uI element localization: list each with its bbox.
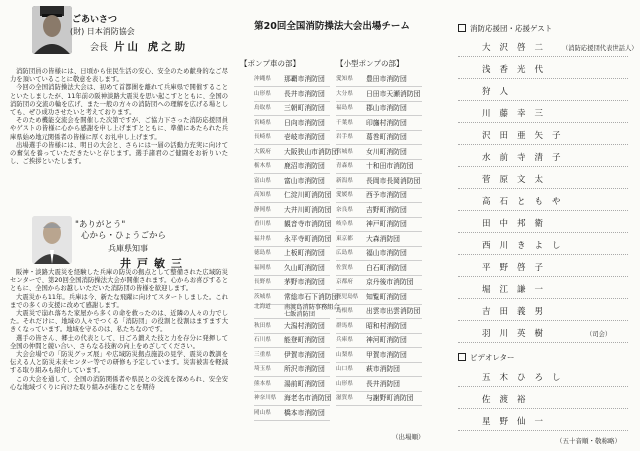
right-order-note: （五十音順・敬称略） — [556, 437, 621, 445]
governor-paragraph: 阪神・淡路大震災を経験した兵庫の防災の拠点として整備された広域防災センターで、第20回全国消防操法大会が開催されます。心からお喜びするとともに、全国からお越しいただいた消防団の皆様を歓迎します。 — [10, 269, 228, 293]
prefecture-label: 京都府 — [336, 279, 353, 285]
guest-row — [458, 324, 628, 343]
guest-name: 大沢啓二 — [482, 43, 553, 53]
guest-row — [458, 258, 628, 277]
slogan-line: "ありがとう" — [75, 220, 126, 230]
prefecture-label: 青森県 — [336, 163, 353, 169]
video-guest-row — [458, 368, 628, 387]
prefecture-label: 愛媛県 — [336, 192, 353, 198]
team-name: 郡山市消防団 — [366, 104, 407, 112]
team-name: 鹿沼市消防団 — [284, 162, 325, 170]
team-row — [254, 406, 330, 421]
prefecture-label: 秋田県 — [254, 322, 271, 329]
prefecture-label: 栃木県 — [254, 163, 271, 169]
prefecture-label: 新潟県 — [336, 177, 353, 184]
team-row — [254, 203, 330, 218]
center-order-note: （出場順） — [392, 433, 425, 441]
prefecture-label: 山口県 — [336, 366, 353, 372]
team-row — [254, 87, 330, 102]
team-name: 出雲市出雲消防団 — [366, 307, 421, 315]
pump-car-list — [254, 72, 340, 420]
team-name: 萩市消防団 — [366, 365, 400, 373]
guest-row — [458, 192, 628, 211]
team-name: 観音寺市消防団 — [284, 220, 332, 228]
support-heading — [458, 23, 552, 34]
team-name: 能登町消防団 — [284, 336, 325, 344]
teams-title: 第20回全国消防操法大会出場チーム — [254, 21, 410, 32]
team-row — [336, 391, 422, 406]
team-row — [254, 217, 330, 232]
prefecture-label: 大阪府 — [254, 148, 271, 155]
team-row — [254, 116, 330, 131]
governor-name: 井戸敏三 — [120, 257, 188, 270]
guest-name: 浅香光代 — [482, 65, 553, 75]
team-row — [254, 348, 330, 363]
team-row — [336, 159, 422, 174]
team-name: 伊賀市消防団 — [284, 350, 325, 359]
governor-paragraph: 大震災で崩れ落ちた家屋から多くの命を救ったのは、近隣の人々の力でした。それだけに、地域の人々でつくる「消防団」の役割と役割はますます大きくなっています。地域を守るのは、私たちなのです。 — [10, 310, 228, 334]
prefecture-label: 奈良県 — [336, 206, 353, 213]
team-name: 知覧町消防団 — [366, 292, 407, 301]
governor-paragraph: 選手の皆さん、郷土の代表として、日ごろ鍛えた技と力を存分に発揮して全国の仲間と競い合い、さらなる技術の向上をめざしてください。 — [10, 334, 228, 350]
guest-name: 狩人 — [482, 87, 518, 97]
team-name: 上板町消防団 — [284, 249, 325, 257]
team-row — [336, 275, 422, 290]
team-row — [254, 232, 330, 247]
prefecture-label: 広島県 — [336, 250, 353, 256]
guest-note: （消防応援団代表世話人） — [562, 45, 638, 52]
guest-row — [458, 60, 628, 79]
team-row — [336, 217, 422, 232]
prefecture-label: 佐賀県 — [336, 264, 353, 271]
greeting-body — [10, 68, 228, 166]
guest-name: 高石ともや — [482, 197, 570, 207]
team-row — [254, 130, 330, 145]
team-name: 神戸町消防団 — [366, 220, 407, 228]
prefecture-label: 群馬県 — [336, 322, 353, 329]
pump-car-heading: 【ポンプ車の部】 — [240, 59, 300, 68]
prefecture-label: 山形県 — [254, 90, 271, 97]
prefecture-label: 岩手県 — [336, 134, 353, 140]
prefecture-label: 島根県 — [336, 308, 353, 314]
team-name: 橋本市消防団 — [284, 408, 325, 417]
slogan-line: 心から・ひょうごから — [81, 231, 167, 241]
team-row — [254, 246, 330, 261]
prefecture-label: 愛知県 — [336, 76, 353, 82]
guest-row — [458, 104, 628, 123]
guest-row — [458, 126, 628, 145]
prefecture-label: 福島県 — [336, 105, 353, 111]
greeting-paragraph: そのため機能交流会を開催した次第ですが、ご協力下さった消防応援団員やゲストの皆様に心から感謝を申し上げますとともに、準備にあたられた兵庫県始め地元関係者の皆様に厚くお礼申し上げます。 — [10, 117, 228, 141]
prefecture-label: 岐阜県 — [336, 221, 353, 227]
team-row — [336, 232, 422, 247]
greeting-paragraph: 今回の全国消防操法大会は、初めて首都圏を離れて兵庫県で開催することといたしましたが、11年前の阪神淡路大震災を思い起こすとともに、全国の消防団の交流の輪を広げ、また一般の方々の消防団への理解を広げる場としても、ぜひ成功させたいと考えております。 — [10, 84, 228, 117]
prefecture-label: 山梨県 — [336, 351, 353, 358]
prefecture-label: 高知県 — [254, 192, 271, 198]
team-row — [254, 261, 330, 276]
guest-row — [458, 302, 628, 321]
team-row — [336, 101, 422, 116]
team-name: 久山町消防団 — [284, 263, 325, 272]
guest-row — [458, 170, 628, 189]
video-heading — [458, 352, 515, 363]
team-name: 大森消防団 — [366, 234, 400, 243]
team-name: 福山市消防団 — [366, 249, 407, 257]
team-row — [254, 391, 330, 406]
guest-row — [458, 82, 628, 101]
team-name: 西予市消防団 — [366, 191, 407, 199]
team-row — [336, 203, 422, 218]
team-row — [336, 116, 422, 131]
guest-name: 吉田義男 — [482, 307, 553, 317]
guest-name: 菅原文太 — [482, 175, 553, 185]
prefecture-label: 長野県 — [254, 279, 271, 285]
team-name: 白石町消防団 — [366, 263, 407, 272]
prefecture-label: 石川県 — [254, 337, 271, 343]
prefecture-label: 徳島県 — [254, 250, 271, 256]
team-row — [254, 333, 330, 348]
prefecture-label: 東京都 — [336, 235, 353, 242]
prefecture-label: 北海道 — [254, 304, 271, 310]
video-guest-name: 星野仙一 — [482, 417, 553, 427]
prefecture-label: 香川県 — [254, 221, 271, 227]
team-name: 葛巻町消防団 — [366, 133, 407, 141]
team-row — [254, 159, 330, 174]
president-photo — [32, 6, 72, 54]
team-row — [336, 174, 422, 189]
team-name: 与謝野町消防団 — [366, 394, 414, 402]
team-name: 日向市消防団 — [284, 118, 325, 127]
prefecture-label: 宮崎県 — [254, 119, 271, 126]
guest-note: （司会） — [586, 331, 612, 338]
team-row — [336, 188, 422, 203]
small-pump-list — [336, 72, 422, 420]
team-row — [254, 362, 330, 377]
guest-name: 平野啓子 — [482, 263, 553, 273]
team-name: 大井川町消防団 — [284, 205, 332, 214]
organization-name: (財) 日本消防協会 — [70, 27, 135, 36]
team-row — [336, 319, 422, 334]
guest-name: 水前寺清子 — [482, 153, 570, 163]
team-name: 那覇市消防団 — [284, 75, 325, 83]
team-name: 日田市天瀬消防団 — [366, 89, 421, 98]
team-row — [336, 348, 422, 363]
prefecture-label: 兵庫県 — [336, 337, 353, 343]
team-name: 三朝町消防団 — [284, 104, 325, 112]
governor-slogan — [75, 220, 166, 242]
team-name: 昭和村消防団 — [366, 321, 407, 330]
team-name: 長井市消防団 — [284, 89, 325, 98]
guest-name: 田中邦衛 — [482, 219, 553, 229]
prefecture-label: 鳥取県 — [254, 105, 271, 111]
team-row — [336, 130, 422, 145]
team-row — [254, 174, 330, 189]
team-name: 海老名市消防団 — [284, 394, 332, 402]
guest-name: 堀江謙一 — [482, 285, 553, 295]
governor-photo — [32, 216, 72, 264]
team-row — [254, 319, 330, 334]
prefecture-label: 千葉県 — [336, 119, 353, 126]
video-guest-name: 佐渡裕 — [482, 395, 535, 405]
team-row — [336, 145, 422, 160]
team-row — [336, 377, 422, 392]
greeting-title: ごあいさつ — [72, 15, 118, 25]
guest-name: 川藤幸三 — [482, 109, 553, 119]
governor-paragraph: 大震災から11年。兵庫は今、新たな飛躍に向けてスタートしました。これまでの多くの支援に改めて感謝します。 — [10, 293, 228, 309]
small-pump-heading: 【小型ポンプの部】 — [336, 59, 404, 68]
team-row — [336, 362, 422, 377]
prefecture-label: 福岡県 — [254, 264, 271, 271]
team-name: 湯前町消防団 — [284, 379, 325, 388]
president-name: 片山 虎之助 — [114, 41, 189, 53]
team-row — [336, 261, 422, 276]
team-name: 女川町消防団 — [366, 147, 407, 156]
team-name: 甲賀市消防団 — [366, 350, 407, 359]
prefecture-label: 静岡県 — [254, 206, 271, 213]
governor-title: 兵庫県知事 — [108, 244, 148, 253]
governor-paragraph: この大会を通して、全国の消防関係者や県民との交流を深められ、安全安心な地域づくりに向けた取り組みが進むことを期待 — [10, 375, 228, 391]
video-guest-row — [458, 412, 628, 431]
prefecture-label: 茨城県 — [254, 293, 271, 300]
greeting-paragraph: 消防団員の皆様には、日頃から住民生活の安心、安全のため献身的なご尽力を頂いていることに敬意を表します。 — [10, 68, 228, 84]
prefecture-label: 山形県 — [336, 380, 353, 387]
guest-row — [458, 236, 628, 255]
team-name: 神河町消防団 — [366, 336, 407, 344]
team-row — [254, 145, 339, 160]
team-row — [254, 304, 340, 319]
prefecture-label: 沖縄県 — [254, 76, 271, 82]
portrait-icon — [32, 216, 72, 264]
team-name: 大潟村消防団 — [284, 321, 325, 330]
support-heading-text: 消防応援団・応援ゲスト — [470, 24, 553, 33]
prefecture-label: 宮城県 — [336, 148, 353, 155]
team-row — [254, 101, 330, 116]
team-name: 南渡島消防事務組合七飯消防団 — [284, 304, 340, 318]
prefecture-label: 三重県 — [254, 351, 271, 358]
team-name: 十和田市消防団 — [366, 162, 414, 170]
president-role: 会長 — [90, 43, 109, 53]
video-guest-name: 五木ひろし — [482, 373, 570, 383]
team-name: 長井消防団 — [366, 379, 400, 388]
team-row — [336, 333, 422, 348]
video-heading-text: ビデオレター — [470, 353, 515, 362]
team-name: 富山市消防団 — [284, 176, 325, 185]
team-name: 印旛村消防団 — [366, 118, 407, 127]
president-line — [90, 39, 188, 54]
guest-name: 西川きよし — [482, 241, 570, 251]
prefecture-label: 福井県 — [254, 235, 271, 242]
team-name: 長岡市長岡消防団 — [366, 176, 421, 185]
guest-name: 羽川英樹 — [482, 329, 553, 339]
prefecture-label: 大分県 — [336, 90, 353, 97]
prefecture-label: 富山県 — [254, 177, 271, 184]
team-name: 仁淀川町消防団 — [284, 191, 332, 199]
team-name: 常総市石下消防団 — [284, 292, 339, 301]
governor-paragraph: 大会会場での「防災グッズ展」や広域防災拠点施設の見学、震災の教訓を伝える人と防災未来センター等での研修も予定しています。災害被害を軽減する取り組みも紹介しています。 — [10, 351, 228, 375]
greeting-column — [10, 4, 228, 448]
team-row — [254, 377, 330, 392]
governor-body — [10, 269, 228, 392]
team-name: 京丹後市消防団 — [366, 278, 414, 286]
team-name: 所沢市消防団 — [284, 365, 325, 373]
square-bullet-icon — [458, 353, 466, 361]
team-row — [336, 87, 422, 102]
prefecture-label: 長崎県 — [254, 134, 271, 140]
team-name: 大阪狭山市消防団 — [284, 147, 339, 156]
team-row — [254, 188, 330, 203]
team-name: 吉野町消防団 — [366, 205, 407, 214]
guest-row — [458, 280, 628, 299]
guest-name: 沢田亜矢子 — [482, 131, 570, 141]
square-bullet-icon — [458, 24, 466, 32]
team-row — [336, 290, 422, 305]
guest-row — [458, 148, 628, 167]
greeting-paragraph: 出場選手の皆様には、明日の大会と、さらには一層の活動力充実に向けての奮気を養っていただきたいと存じます。選手諸君のご健闘をお祈りいたし、ご挨拶といたします。 — [10, 141, 228, 166]
prefecture-label: 鹿児島県 — [336, 293, 359, 300]
team-name: 茅野市消防団 — [284, 278, 325, 286]
team-name: 壱岐市消防団 — [284, 133, 325, 141]
prefecture-label: 埼玉県 — [254, 366, 271, 372]
team-row — [254, 72, 330, 87]
team-row — [336, 72, 422, 87]
team-name: 豊田市消防団 — [366, 75, 407, 83]
video-guest-row — [458, 390, 628, 409]
team-name: 永平寺町消防団 — [284, 234, 332, 243]
team-row — [254, 290, 339, 305]
prefecture-label: 熊本県 — [254, 380, 271, 387]
prefecture-label: 神奈川県 — [254, 395, 277, 401]
prefecture-label: 滋賀県 — [336, 395, 353, 401]
prefecture-label: 岡山県 — [254, 409, 271, 416]
team-row — [336, 304, 422, 319]
team-row — [336, 246, 422, 261]
portrait-icon — [32, 6, 72, 54]
team-row — [254, 275, 330, 290]
guest-row — [458, 214, 628, 233]
guest-row — [458, 38, 638, 57]
